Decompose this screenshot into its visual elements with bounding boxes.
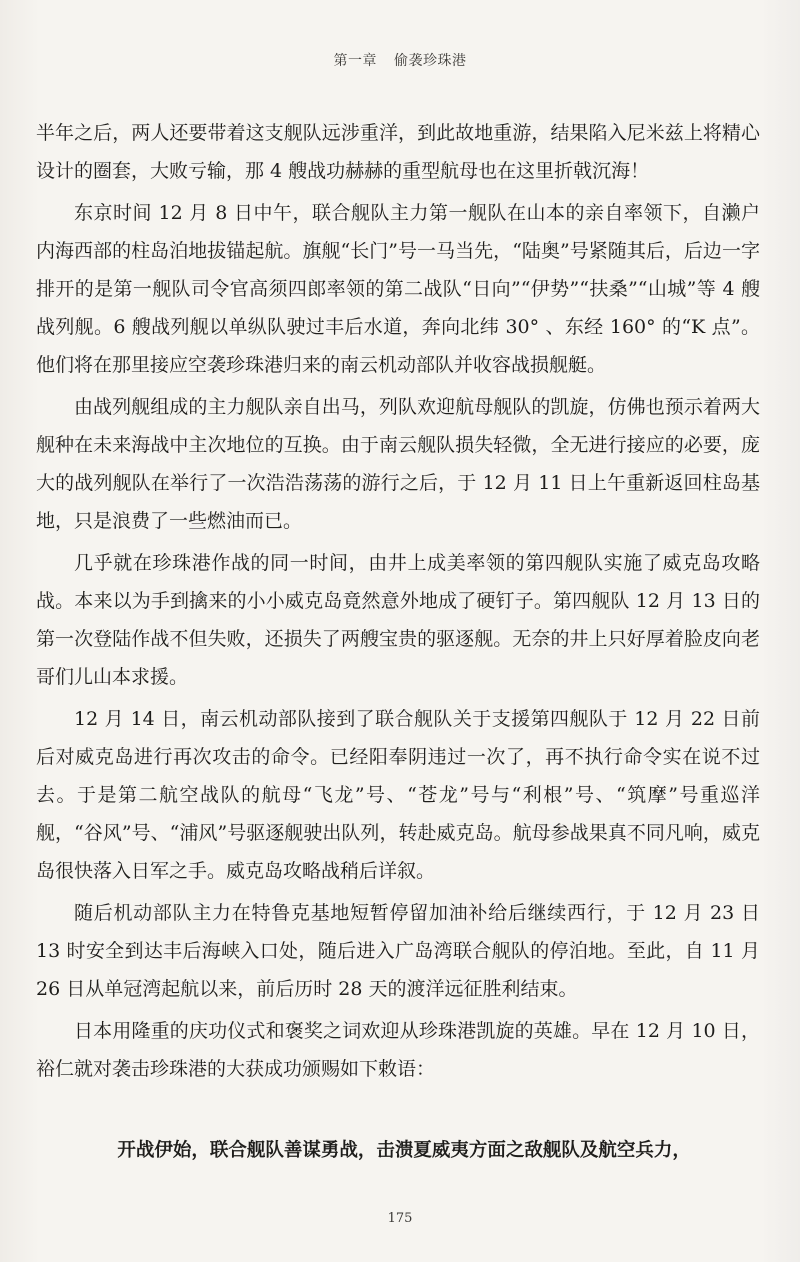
paragraph: 几乎就在珍珠港作战的同一时间，由井上成美率领的第四舰队实施了威克岛攻略战。本来以为手到擒来的小小威克岛竟然意外地成了硬钉子。第四舰队 12 月 13 日的第一次登陆作战不但失败，还损失了两艘宝贵的驱逐舰。无奈的井上只好厚着脸皮向老哥们儿山本求援。 (36, 552, 760, 688)
page-number: 175 (387, 1211, 413, 1226)
running-header (0, 50, 800, 70)
chapter-label: 第一章 (333, 53, 378, 69)
paragraph: 随后机动部队主力在特鲁克基地短暂停留加油补给后继续西行，于 12 月 23 日 13 时安全到达丰后海峡入口处，随后进入广岛湾联合舰队的停泊地。至此，自 11 月 26 日从单冠湾起航以来，前后历时 28 天的渡洋远征胜利结束。 (36, 902, 760, 1000)
paragraph: 半年之后，两人还要带着这支舰队远涉重洋，到此故地重游，结果陷入尼米兹上将精心设计的圈套，大败亏输，那 4 艘战功赫赫的重型航母也在这里折戟沉海！ (36, 122, 760, 182)
paragraph: 东京时间 12 月 8 日中午，联合舰队主力第一舰队在山本的亲自率领下，自濑户内海西部的柱岛泊地拔锚起航。旗舰“长门”号一马当先，“陆奥”号紧随其后，后边一字排开的是第一舰队司令官高须四郎率领的第二战队“日向”“伊势”“扶桑”“山城”等 4 艘战列舰。6 艘战列舰以单纵队驶过丰后水道，奔向北纬 30° 、东经 160° 的“K 点”。他们将在那里接应空袭珍珠港归来的南云机动部队并收容战损舰艇。 (36, 202, 760, 376)
paragraph: 12 月 14 日，南云机动部队接到了联合舰队关于支援第四舰队于 12 月 22 日前后对威克岛进行再次攻击的命令。已经阳奉阴违过一次了，再不执行命令实在说不过去。于是第二航空战队的航母“飞龙”号、“苍龙”号与“利根”号、“筑摩”号重巡洋舰，“谷风”号、“浦风”号驱逐舰驶出队列，转赴威克岛。航母参战果真不同凡响，威克岛很快落入日军之手。威克岛攻略战稍后详叙。 (36, 708, 760, 882)
paragraph: 由战列舰组成的主力舰队亲自出马，列队欢迎航母舰队的凯旋，仿佛也预示着两大舰种在未来海战中主次地位的互换。由于南云舰队损失轻微，全无进行接应的必要，庞大的战列舰队在举行了一次浩浩荡荡的游行之后，于 12 月 11 日上午重新返回柱岛基地，只是浪费了一些燃油而已。 (36, 396, 760, 532)
body-text (36, 114, 760, 1092)
chapter-title: 偷袭珍珠港 (393, 53, 467, 69)
decree-quote: 开战伊始，联合舰队善谋勇战，击溃夏威夷方面之敌舰队及航空兵力， (117, 1140, 691, 1161)
paragraph: 日本用隆重的庆功仪式和褒奖之词欢迎从珍珠港凯旋的英雄。早在 12 月 10 日，裕仁就对袭击珍珠港的大获成功颁赐如下敕语： (36, 1020, 760, 1080)
